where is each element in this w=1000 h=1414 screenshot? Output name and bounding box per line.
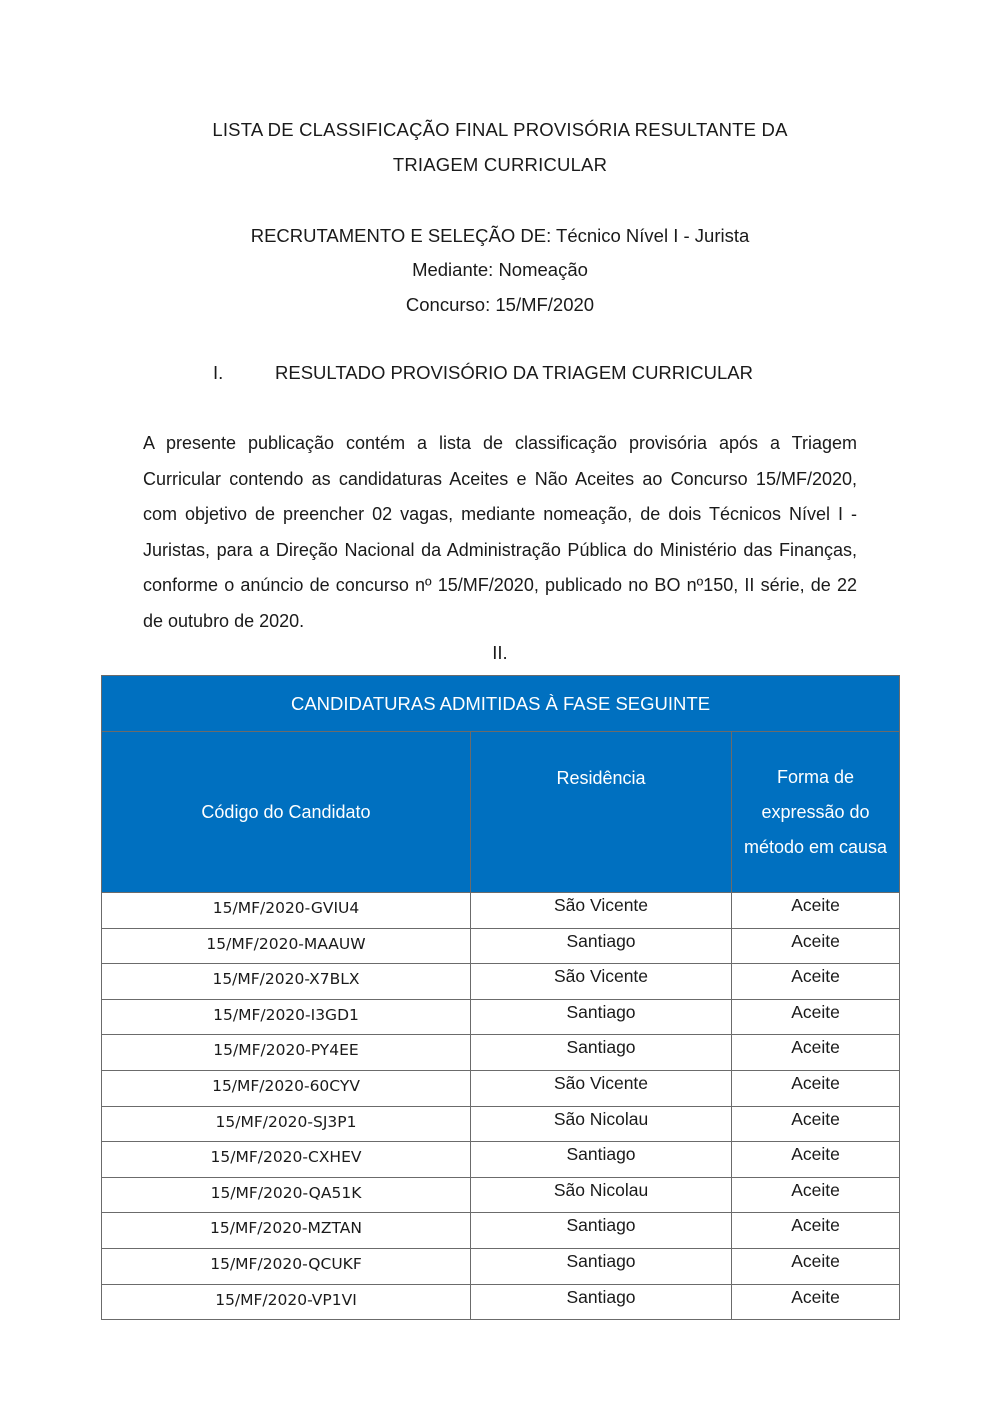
- candidate-residence: São Vicente: [471, 1070, 732, 1106]
- table-row: [102, 1142, 900, 1178]
- candidate-residence: São Vicente: [471, 964, 732, 1000]
- candidate-residence: Santiago: [471, 1248, 732, 1284]
- candidate-residence: Santiago: [471, 928, 732, 964]
- candidate-status: Aceite: [732, 893, 900, 929]
- table-row: [102, 1248, 900, 1284]
- column-header-form-line-2: expressão do: [761, 801, 870, 822]
- candidate-residence: São Nicolau: [471, 1106, 732, 1142]
- candidate-status: Aceite: [732, 1248, 900, 1284]
- document-title-line-1: LISTA DE CLASSIFICAÇÃO FINAL PROVISÓRIA RESULTANTE DA: [212, 119, 788, 140]
- section-1-number: I.: [213, 362, 224, 383]
- candidate-status: Aceite: [732, 928, 900, 964]
- candidate-status: Aceite: [732, 1070, 900, 1106]
- column-header-residence: Residência: [471, 732, 732, 893]
- candidate-status: Aceite: [732, 1177, 900, 1213]
- candidate-residence: Santiago: [471, 999, 732, 1035]
- candidate-residence: Santiago: [471, 1035, 732, 1071]
- table-row: [102, 1070, 900, 1106]
- section-2-number: II.: [492, 642, 508, 663]
- candidate-status: Aceite: [732, 964, 900, 1000]
- table-row: [102, 1106, 900, 1142]
- table-row: [102, 893, 900, 929]
- candidate-residence: São Vicente: [471, 893, 732, 929]
- table-row: [102, 928, 900, 964]
- candidate-status: Aceite: [732, 1142, 900, 1178]
- table-row: [102, 1035, 900, 1071]
- candidate-code: 15/MF/2020-QA51K: [102, 1177, 471, 1213]
- candidate-residence: São Nicolau: [471, 1177, 732, 1213]
- section-1-title: RESULTADO PROVISÓRIO DA TRIAGEM CURRICULAR: [275, 362, 753, 383]
- contest-line: Concurso: 15/MF/2020: [405, 294, 595, 315]
- candidate-code: 15/MF/2020-GVIU4: [102, 893, 471, 929]
- candidate-status: Aceite: [732, 999, 900, 1035]
- table-row: [102, 964, 900, 1000]
- candidate-code: 15/MF/2020-PY4EE: [102, 1035, 471, 1071]
- section-1-heading: [213, 362, 913, 384]
- candidate-status: Aceite: [732, 1106, 900, 1142]
- candidate-status: Aceite: [732, 1213, 900, 1249]
- table-row: [102, 1177, 900, 1213]
- document-title-line-2: TRIAGEM CURRICULAR: [392, 154, 608, 175]
- candidate-code: 15/MF/2020-QCUKF: [102, 1248, 471, 1284]
- column-header-form-line-3: método em causa: [743, 836, 888, 857]
- candidate-status: Aceite: [732, 1284, 900, 1320]
- table-row: [102, 1284, 900, 1320]
- column-header-code: Código do Candidato: [102, 732, 471, 893]
- admitted-candidates-table: [101, 675, 900, 1320]
- candidate-code: 15/MF/2020-MZTAN: [102, 1213, 471, 1249]
- candidate-status: Aceite: [732, 1035, 900, 1071]
- candidate-residence: Santiago: [471, 1213, 732, 1249]
- table-banner: CANDIDATURAS ADMITIDAS À FASE SEGUINTE: [102, 676, 900, 732]
- candidate-residence: Santiago: [471, 1284, 732, 1320]
- candidate-code: 15/MF/2020-SJ3P1: [102, 1106, 471, 1142]
- column-header-form: [732, 732, 900, 893]
- table-row: [102, 999, 900, 1035]
- table-row: [102, 1213, 900, 1249]
- candidate-code: 15/MF/2020-VP1VI: [102, 1284, 471, 1320]
- candidate-code: 15/MF/2020-MAAUW: [102, 928, 471, 964]
- candidate-code: 15/MF/2020-I3GD1: [102, 999, 471, 1035]
- recruitment-line: RECRUTAMENTO E SELEÇÃO DE: Técnico Nível I - Jurista: [250, 225, 750, 246]
- candidate-code: 15/MF/2020-60CYV: [102, 1070, 471, 1106]
- method-line: Mediante: Nomeação: [412, 259, 588, 280]
- candidate-code: 15/MF/2020-CXHEV: [102, 1142, 471, 1178]
- table-body: [102, 893, 900, 1320]
- candidate-residence: Santiago: [471, 1142, 732, 1178]
- candidate-code: 15/MF/2020-X7BLX: [102, 964, 471, 1000]
- column-header-form-line-1: Forma de: [776, 766, 855, 787]
- intro-paragraph: A presente publicação contém a lista de classificação provisória após a Triagem Curricular contendo as candidaturas Aceites e Não Aceites ao Concurso 15/MF/2020, com objetivo de preencher 02 vagas, mediante nomeação, de dois Técnicos Nível I - Juristas, para a Direção Nacional da Administração Pública do Ministério das Finanças, conforme o anúncio de concurso nº 15/MF/2020, publicado no BO nº150, II série, de 22 de outubro de 2020.: [143, 433, 857, 631]
